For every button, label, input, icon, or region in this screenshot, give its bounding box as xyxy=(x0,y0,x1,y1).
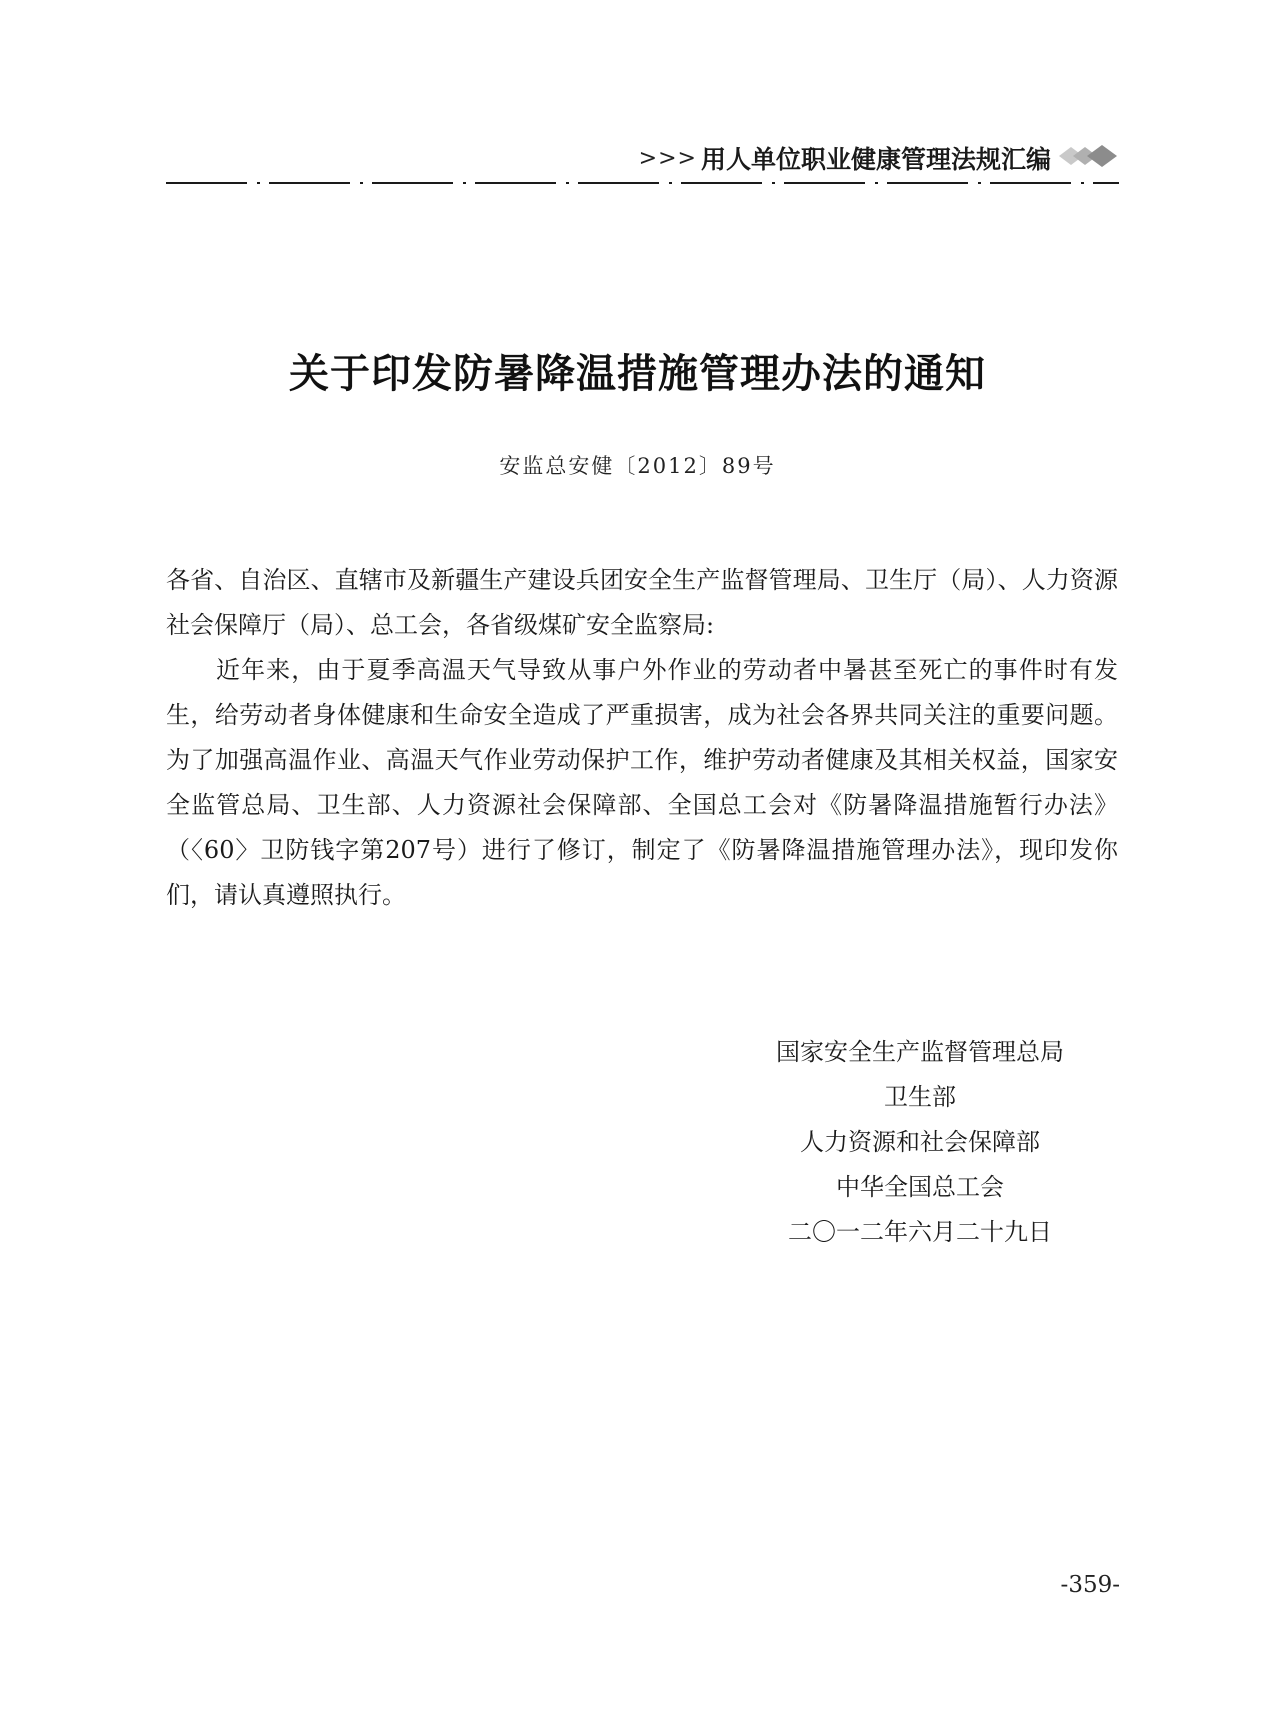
document-title: 关于印发防暑降温措施管理办法的通知 xyxy=(289,351,986,397)
diamond-ornament-icon xyxy=(1057,143,1119,173)
issue-date: 二〇一二年六月二十九日 xyxy=(788,1218,1052,1246)
document-body xyxy=(166,558,1118,918)
running-header xyxy=(639,138,1119,178)
header-arrows: >>> xyxy=(638,145,697,171)
signature-block xyxy=(700,1030,1140,1255)
issuer-3: 人力资源和社会保障部 xyxy=(800,1128,1040,1156)
header-divider xyxy=(166,180,1119,186)
issuer-4: 中华全国总工会 xyxy=(836,1173,1004,1201)
issuer-2: 卫生部 xyxy=(884,1083,956,1111)
header-title: 用人单位职业健康管理法规汇编 xyxy=(700,145,1051,174)
body-paragraph: 近年来，由于夏季高温天气导致从事户外作业的劳动者中暑甚至死亡的事件时有发生，给劳动者身体健康和生命安全造成了严重损害，成为社会各界共同关注的重要问题。为了加强高温作业、高温天气作业劳动保护工作，维护劳动者健康及其相关权益，国家安全监管总局、卫生部、人力资源社会保障部、全国总工会对《防暑降温措施暂行办法》（〈60〉卫防钱字第207号）进行了修订，制定了《防暑降温措施管理办法》，现印发你们，请认真遵照执行。 xyxy=(166,656,1118,909)
issuer-1: 国家安全生产监督管理总局 xyxy=(776,1038,1064,1066)
salutation: 各省、自治区、直辖市及新疆生产建设兵团安全生产监督管理局、卫生厅（局）、人力资源社会保障厅（局）、总工会，各省级煤矿安全监察局: xyxy=(166,566,1118,639)
page-number: -359- xyxy=(1060,1572,1120,1598)
document-number: 安监总安健〔2012〕89号 xyxy=(499,454,776,478)
